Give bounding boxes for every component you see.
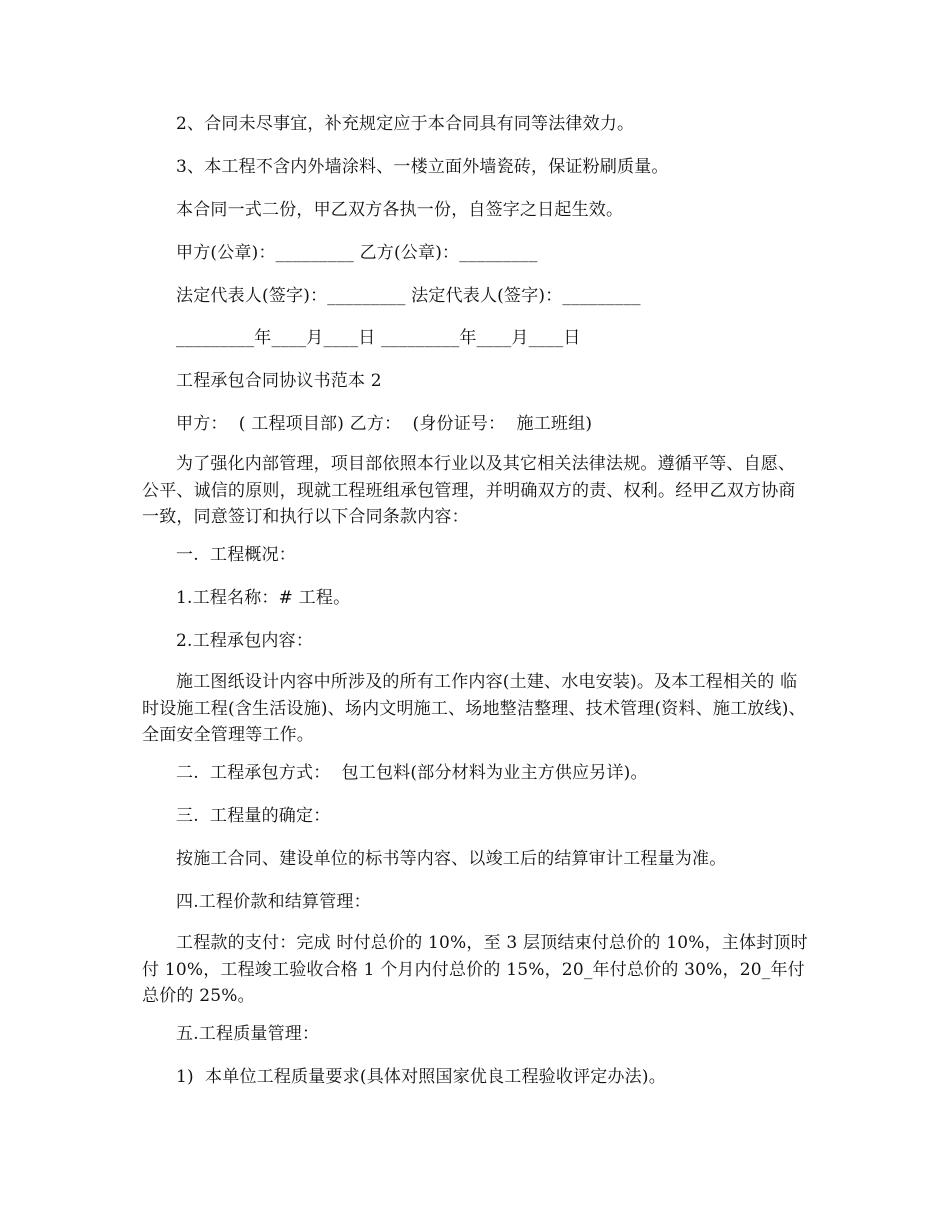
section-title: 工程承包合同协议书范本 2	[176, 371, 382, 391]
project-name-line: 1.工程名称：# 工程。	[176, 588, 351, 608]
clause-3-exclusions: 3、本工程不含内外墙涂料、一楼立面外墙瓷砖，保证粉刷质量。	[176, 157, 669, 177]
heading-contract-method: 二. 工程承包方式： 包工包料(部分材料为业主方供应另详)。	[176, 763, 648, 783]
contract-content-paragraph: 施工图纸设计内容中所涉及的所有工作内容(土建、水电安装)。及本工程相关的 临时设施工程(含生活设施)、场内文明施工、场地整洁整理、技术管理(资料、施工放线)、全面安全管理等工作。	[142, 672, 806, 745]
representative-signature-line: 法定代表人(签字)：_________ 法定代表人(签字)：_________	[176, 286, 641, 306]
party-seal-line: 甲方(公章)：_________ 乙方(公章)：_________	[176, 243, 538, 263]
date-line: _________年____月____日 _________年____月____日	[176, 328, 581, 348]
heading-quality-management: 五.工程质量管理：	[176, 1024, 320, 1044]
parties-line: 甲方： ( 工程项目部) 乙方： (身份证号： 施工班组)	[176, 414, 593, 434]
heading-quantity-determination: 三. 工程量的确定：	[176, 806, 331, 826]
clause-2-supplement: 2、合同未尽事宜，补充规定应于本合同具有同等法律效力。	[176, 114, 635, 134]
quantity-paragraph: 按施工合同、建设单位的标书等内容、以竣工后的结算审计工程量为准。	[176, 849, 727, 869]
preamble-paragraph: 为了强化内部管理，项目部依照本行业以及其它相关法律法规。遵循平等、自愿、公平、诚信的原则，现就工程班组承包管理，并明确双方的责、权利。经甲乙双方协商一致，同意签订和执行以下合同条款内容：	[142, 454, 796, 527]
copies-statement: 本合同一式二份，甲乙双方各执一份，自签字之日起生效。	[176, 200, 624, 220]
payment-paragraph: 工程款的支付：完成 时付总价的 10%，至 3 层顶结束付总价的 10%，主体封顶时付 10%，工程竣工验收合格 1 个月内付总价的 15%，20_年付总价的 30%，20_年付总价的 25%。	[142, 933, 808, 1006]
heading-project-overview: 一. 工程概况：	[176, 545, 297, 565]
heading-payment-management: 四.工程价款和结算管理：	[176, 892, 371, 912]
contract-content-heading: 2.工程承包内容：	[176, 631, 314, 651]
quality-requirement-line: 1) 本单位工程质量要求(具体对照国家优良工程验收评定办法)。	[176, 1067, 666, 1087]
